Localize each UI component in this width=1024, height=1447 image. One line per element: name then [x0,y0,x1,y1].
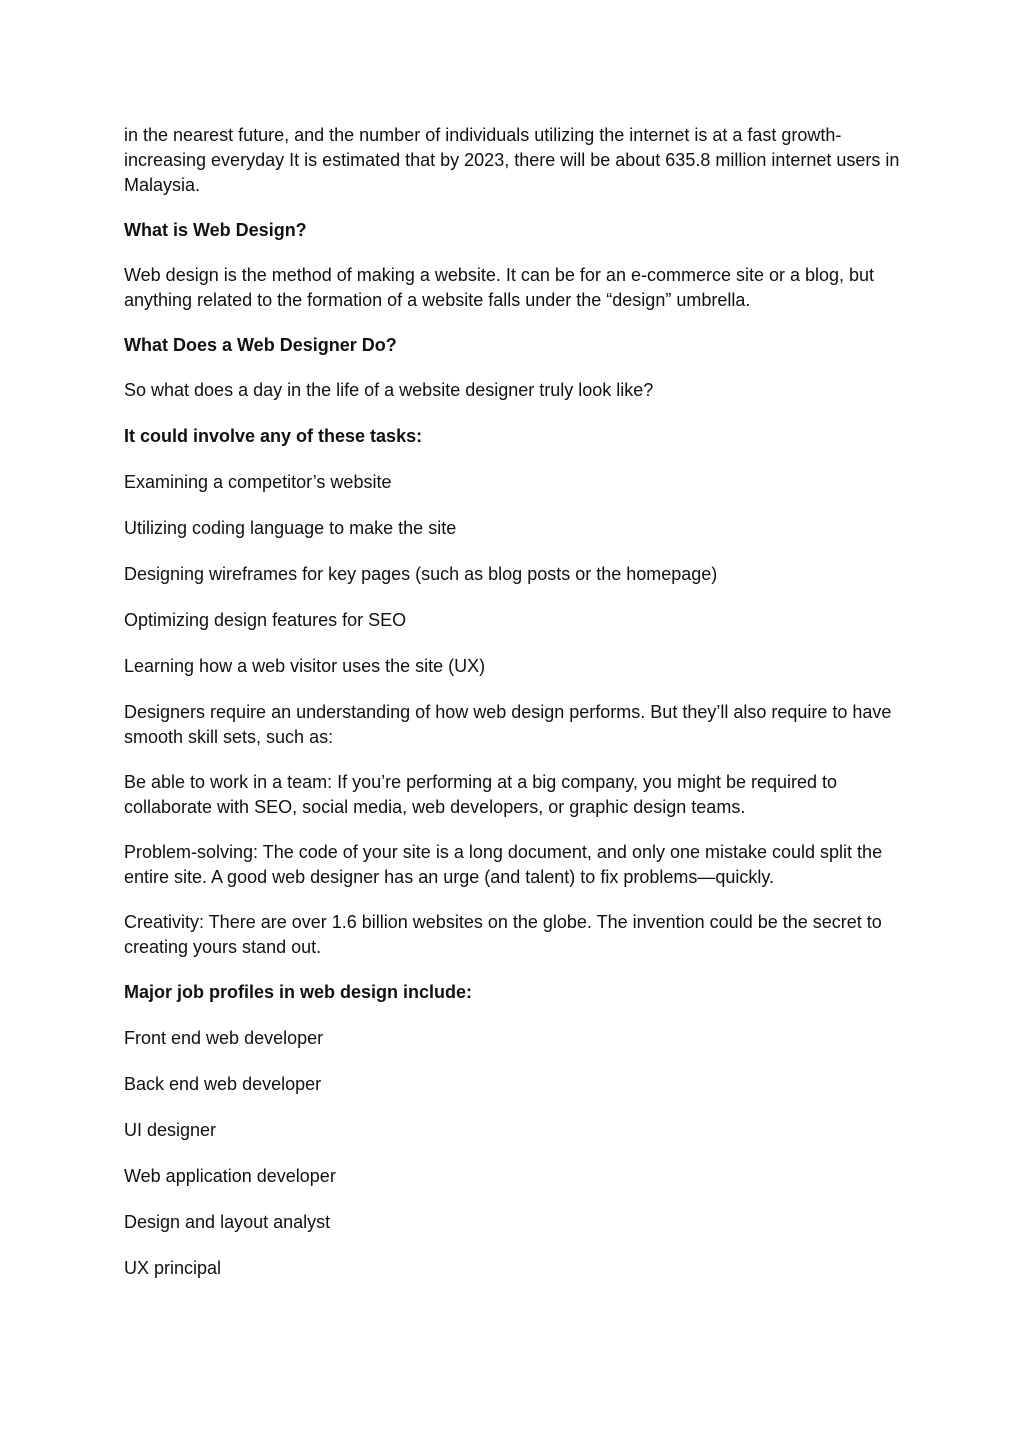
task-item: Learning how a web visitor uses the site (UX) [124,656,486,676]
day-in-life-paragraph: So what does a day in the life of a website designer truly look like? [124,380,654,400]
job-profile-item: UX principal [124,1258,222,1278]
job-profile-item: Back end web developer [124,1074,322,1094]
heading-job-profiles: Major job profiles in web design include: [124,982,473,1002]
task-item: Designing wireframes for key pages (such as blog posts or the homepage) [124,564,718,584]
web-design-definition-paragraph: Web design is the method of making a website. It can be for an e-commerce site or a blog, but anything related to the formation of a website falls under the “design” umbrella. [124,265,875,310]
document-page [124,123,904,1302]
skill-creativity-paragraph: Creativity: There are over 1.6 billion websites on the globe. The invention could be the secret to creating yours stand out. [124,912,882,957]
task-item: Examining a competitor’s website [124,472,392,492]
skill-teamwork-paragraph: Be able to work in a team: If you’re performing at a big company, you might be required to collaborate with SEO, social media, web developers, or graphic design teams. [124,772,838,817]
job-profile-item: Design and layout analyst [124,1212,331,1232]
skills-intro-paragraph: Designers require an understanding of how web design performs. But they’ll also require to have smooth skill sets, such as: [124,702,892,747]
intro-paragraph: in the nearest future, and the number of individuals utilizing the internet is at a fast growth-increasing everyday It is estimated that by 2023, there will be about 635.8 million internet users in Malaysia. [124,125,900,195]
heading-what-is-web-design: What is Web Design? [124,220,307,240]
heading-what-does-designer-do: What Does a Web Designer Do? [124,335,397,355]
heading-tasks: It could involve any of these tasks: [124,426,423,446]
job-profile-item: UI designer [124,1120,217,1140]
skill-problem-solving-paragraph: Problem-solving: The code of your site is a long document, and only one mistake could split the entire site. A good web designer has an urge (and talent) to fix problems—quickly. [124,842,883,887]
task-item: Optimizing design features for SEO [124,610,407,630]
task-item: Utilizing coding language to make the site [124,518,457,538]
job-profile-item: Web application developer [124,1166,336,1186]
job-profile-item: Front end web developer [124,1028,324,1048]
